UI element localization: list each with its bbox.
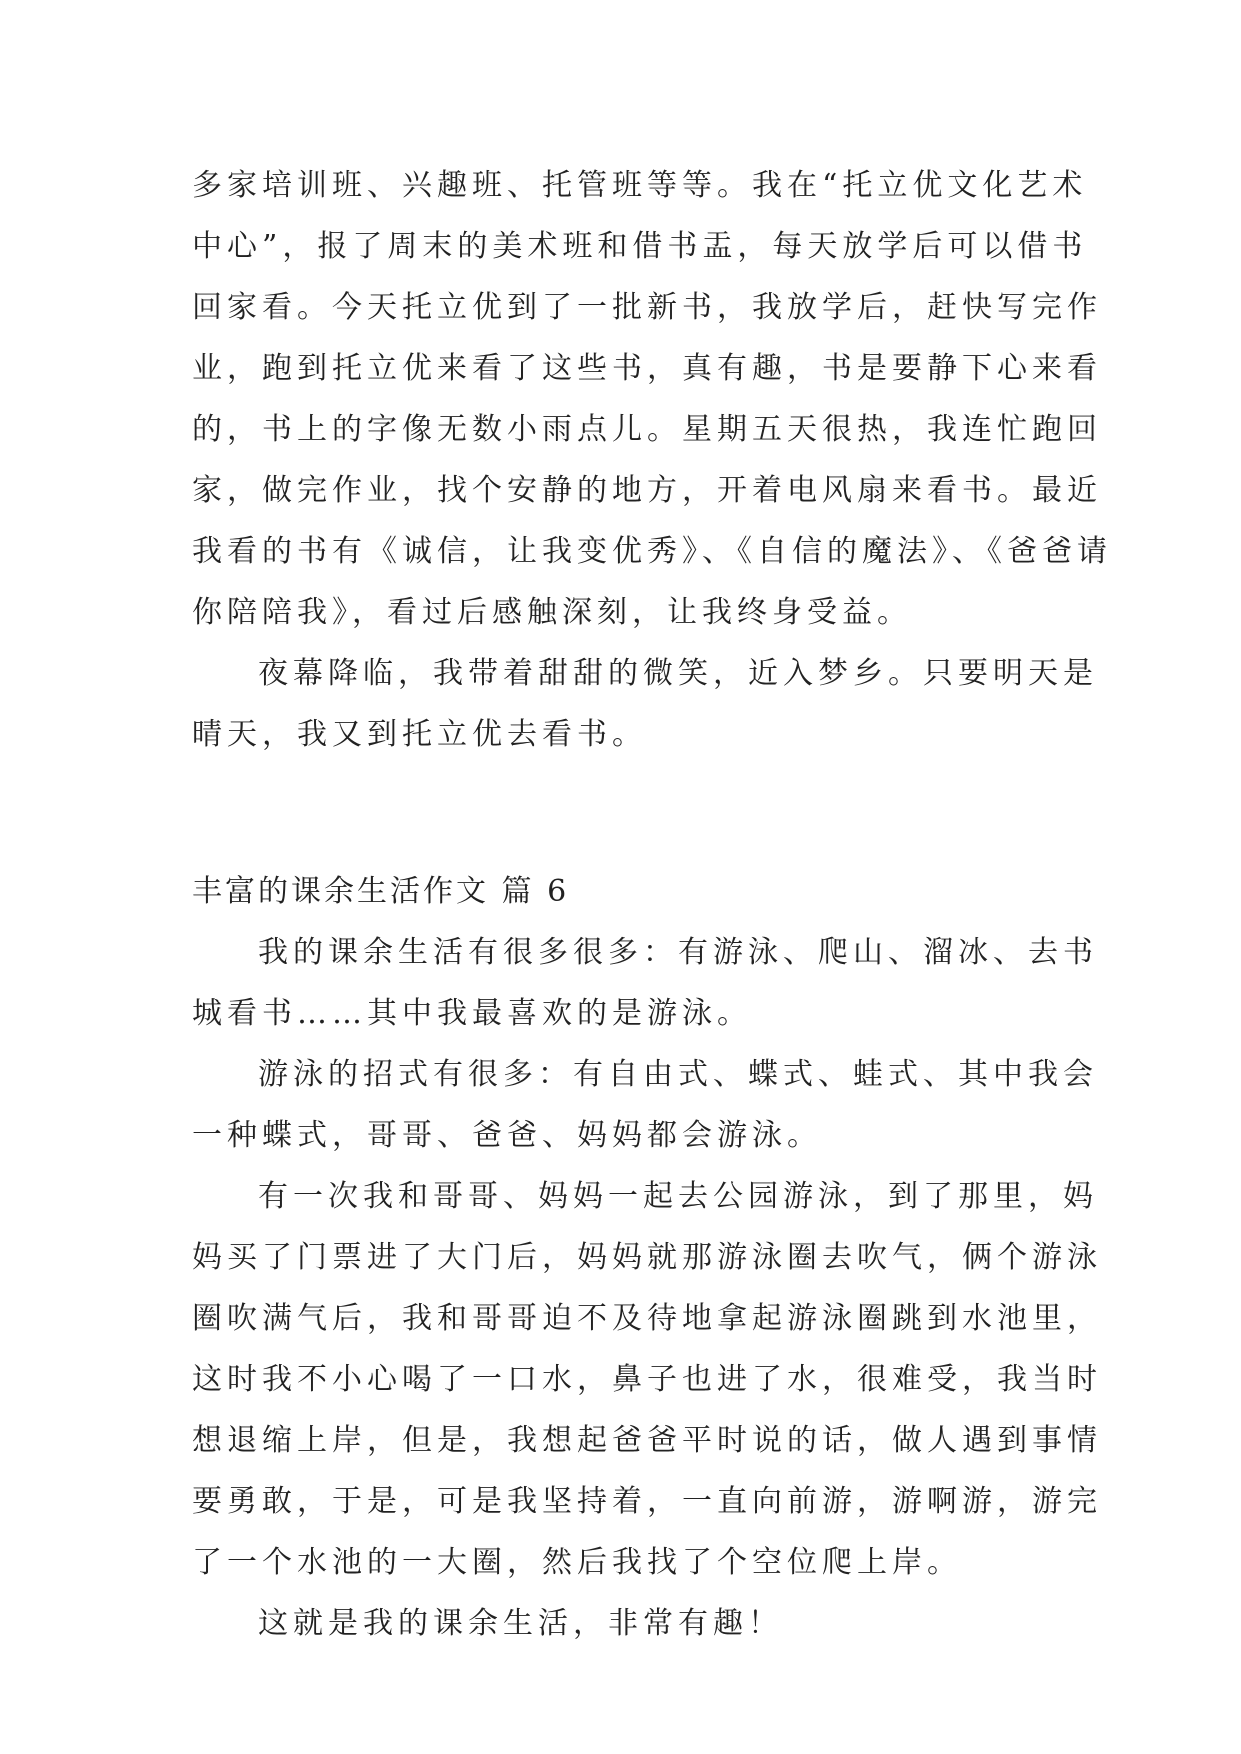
text-line: 业，跑到托立优来看了这些书，真有趣，书是要静下心来看 [192,351,1102,386]
text-line: 有一次我和哥哥、妈妈一起去公园游泳，到了那里，妈 [258,1179,1098,1214]
text-line: 城看书……其中我最喜欢的是游泳。 [192,996,752,1031]
text-line: 夜幕降临，我带着甜甜的微笑，近入梦乡。只要明天是 [258,656,1098,691]
paragraph [192,922,1098,1044]
text-line: 你陪陪我》，看过后感触深刻，让我终身受益。 [192,595,912,630]
text-line: 游泳的招式有很多：有自由式、蝶式、蛙式、其中我会 [258,1057,1098,1092]
section-6 [192,861,1102,1654]
section-title: 丰富的课余生活作文 篇 6 [192,874,570,909]
text-line: 这就是我的课余生活，非常有趣！ [258,1606,783,1641]
text-line: 回家看。今天托立优到了一批新书，我放学后，赶快写完作 [192,290,1102,325]
paragraph [192,1166,1102,1593]
text-line: 了一个水池的一大圈，然后我找了个空位爬上岸。 [192,1545,962,1580]
text-line: 要勇敢，于是，可是我坚持着，一直向前游，游啊游，游完 [192,1484,1102,1519]
paragraph [192,1044,1098,1166]
document-page [192,155,1112,1654]
paragraph [192,643,1098,765]
text-line: 妈买了门票进了大门后，妈妈就那游泳圈去吹气，俩个游泳 [192,1240,1102,1275]
paragraph [192,155,1112,643]
paragraph [192,1593,1052,1654]
previous-section-text [192,155,1112,765]
text-line: 晴天，我又到托立优去看书。 [192,717,647,752]
text-line: 我的课余生活有很多很多：有游泳、爬山、溜冰、去书 [258,935,1098,970]
text-line: 多家培训班、兴趣班、托管班等等。我在“托立优文化艺术 [192,168,1088,203]
text-line: 这时我不小心喝了一口水，鼻子也进了水，很难受，我当时 [192,1362,1102,1397]
text-line: 我看的书有《诚信，让我变优秀》、《自信的魔法》、《爸爸请 [192,534,1112,569]
text-line: 家，做完作业，找个安静的地方，开着电风扇来看书。最近 [192,473,1102,508]
section-spacer [192,765,1052,861]
text-line: 圈吹满气后，我和哥哥迫不及待地拿起游泳圈跳到水池里， [192,1301,1102,1336]
text-line: 想退缩上岸，但是，我想起爸爸平时说的话，做人遇到事情 [192,1423,1102,1458]
text-line: 一种蝶式，哥哥、爸爸、妈妈都会游泳。 [192,1118,822,1153]
text-line: 的，书上的字像无数小雨点儿。星期五天很热，我连忙跑回 [192,412,1102,447]
text-line: 中心”，报了周末的美术班和借书盂，每天放学后可以借书 [192,229,1088,264]
